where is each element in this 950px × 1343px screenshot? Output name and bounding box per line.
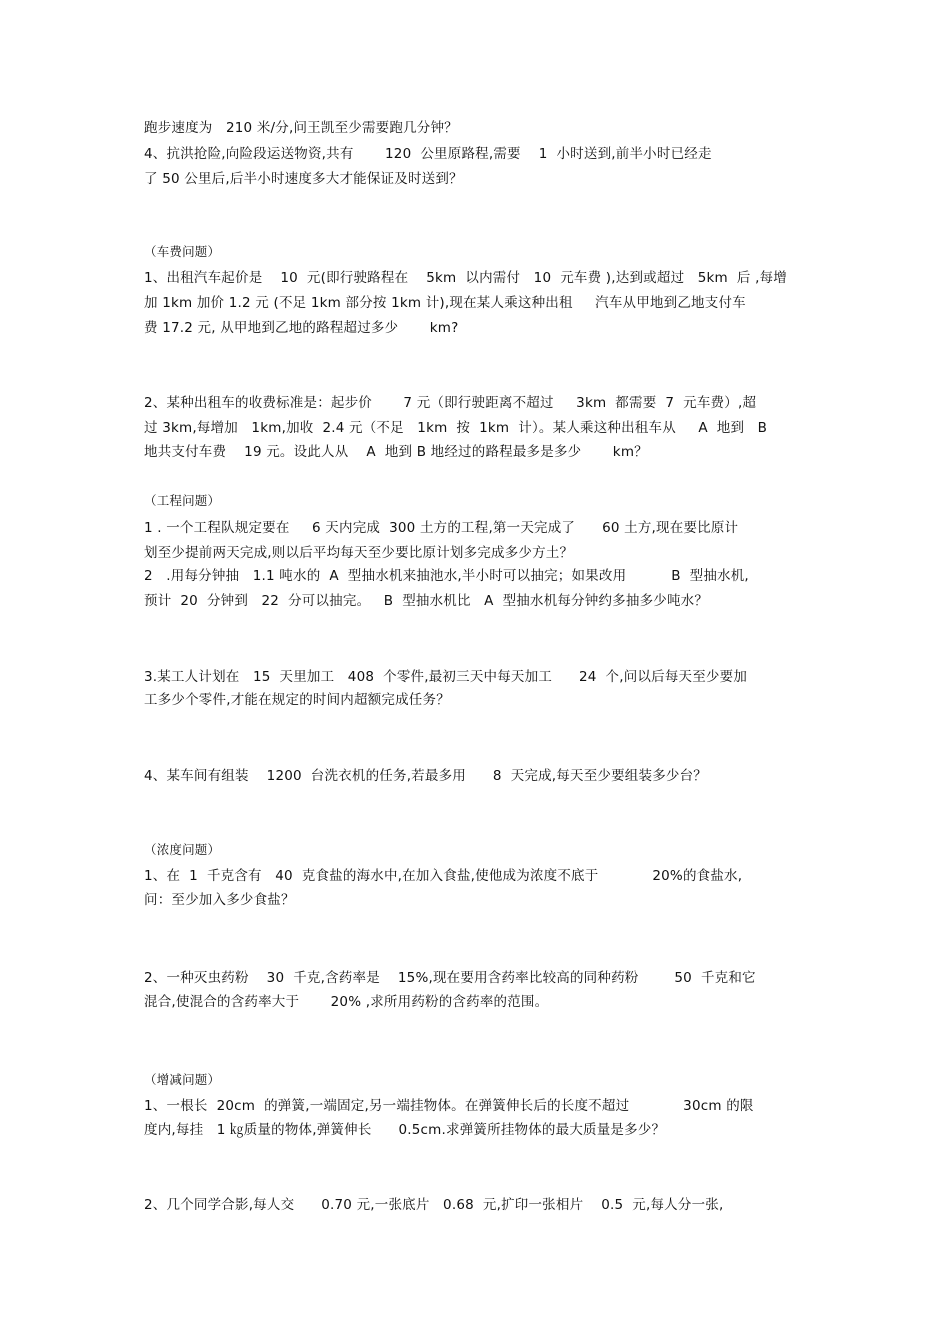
problem-line: 过 3km,每增加 1km,加收 2.4 元（不足 1km 按 1km 计）。某人乘这种出租车从 A 地到 B <box>144 420 768 436</box>
problem-line: 工多少个零件,才能在规定的时间内超额完成任务？ <box>144 692 450 708</box>
problem-line: 划至少提前两天完成,则以后平均每天至少要比原计划多完成多少方土？ <box>144 545 574 561</box>
problem-line: 1、出租汽车起价是 10 元(即行驶路程在 5km 以内需付 10 元车费 ),达到或超过 5km 后 ,每增 <box>144 270 787 286</box>
problem-line: 地共支付车费 19 元。设此人从 A 地到 B 地经过的路程最多是多少 km？ <box>144 444 648 460</box>
section-heading: （增减问题） <box>144 1072 221 1087</box>
problem-line: 费 17.2 元, 从甲地到乙地的路程超过多少 km? <box>144 320 459 336</box>
section-heading: （工程问题） <box>144 493 221 508</box>
problem-line: 1、一根长 20cm 的弹簧,一端固定,另一端挂物体。在弹簧伸长后的长度不超过 30cm 的限 <box>144 1098 754 1114</box>
problem-line: 2、几个同学合影,每人交 0.70 元,一张底片 0.68 元,扩印一张相片 0.5 元,每人分一张, <box>144 1197 724 1213</box>
problem-line: 1 . 一个工程队规定要在 6 天内完成 300 土方的工程,第一天完成了 60 土方,现在要比原计 <box>144 520 739 536</box>
section-heading: （车费问题） <box>144 244 221 259</box>
section-heading: （浓度问题） <box>144 842 221 857</box>
problem-line: 度内,每挂 1 ㎏质量的物体,弹簧伸长 0.5cm.求弹簧所挂物体的最大质量是多少？ <box>144 1122 666 1138</box>
problem-line: 4、抗洪抢险,向险段运送物资,共有 120 公里原路程,需要 1 小时送到,前半小时已经走 <box>144 146 712 162</box>
text-line: 跑步速度为 210 米/分,问王凯至少需要跑几分钟？ <box>144 120 458 136</box>
problem-line: 2、一种灭虫药粉 30 千克,含药率是 15%,现在要用含药率比较高的同种药粉 50 千克和它 <box>144 970 756 986</box>
problem-line: 3.某工人计划在 15 天里加工 408 个零件,最初三天中每天加工 24 个,问以后每天至少要加 <box>144 669 748 685</box>
problem-line: 预计 20 分钟到 22 分可以抽完。 B 型抽水机比 A 型抽水机每分钟约多抽多少吨水？ <box>144 593 709 609</box>
problem-line: 4、某车间有组装 1200 台洗衣机的任务,若最多用 8 天完成,每天至少要组装多少台？ <box>144 768 707 784</box>
problem-line: 混合,使混合的含药率大于 20% ,求所用药粉的含药率的范围。 <box>144 994 549 1010</box>
problem-line: 了 50 公里后,后半小时速度多大才能保证及时送到？ <box>144 171 463 187</box>
problem-line: 2 .用每分钟抽 1.1 吨水的 A 型抽水机来抽池水,半小时可以抽完；如果改用 B 型抽水机, <box>144 568 749 584</box>
problem-line: 问：至少加入多少食盐？ <box>144 892 295 908</box>
problem-line: 加 1km 加价 1.2 元 (不足 1km 部分按 1km 计),现在某人乘这种出租 汽车从甲地到乙地支付车 <box>144 295 746 311</box>
problem-line: 1、在 1 千克含有 40 克食盐的海水中,在加入食盐,使他成为浓度不底于 20%的食盐水, <box>144 868 743 884</box>
problem-line: 2、某种出租车的收费标准是：起步价 7 元（即行驶距离不超过 3km 都需要 7 元车费）,超 <box>144 395 757 411</box>
